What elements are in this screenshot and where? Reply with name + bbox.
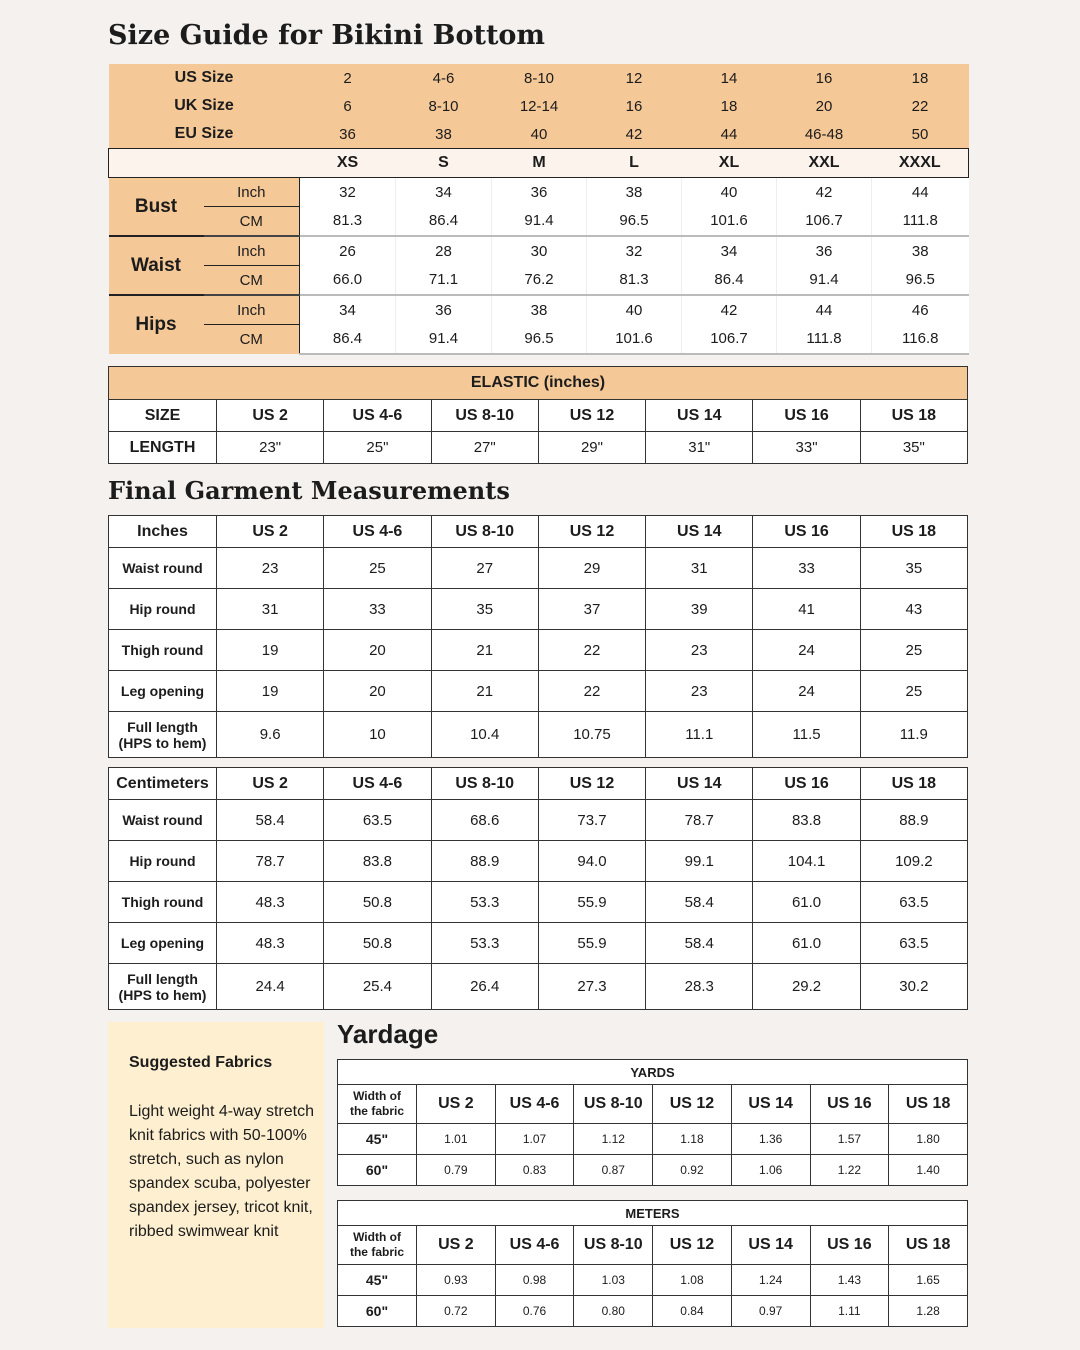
size-header: US 12	[538, 768, 645, 800]
table-row	[109, 964, 968, 1010]
cell: 88.9	[431, 841, 538, 882]
cell: 42	[682, 295, 777, 325]
width-label-line2: the fabric	[349, 1104, 404, 1118]
size-header: US 2	[417, 1226, 496, 1265]
cell: 86.4	[682, 266, 777, 296]
cell: 94.0	[538, 841, 645, 882]
yardage-heading: Yardage	[337, 1019, 439, 1049]
table-row	[338, 1124, 968, 1155]
meters-caption: METERS	[338, 1201, 968, 1226]
cell: 83.8	[324, 841, 431, 882]
cell: 26.4	[431, 964, 538, 1010]
size-header: US 18	[860, 516, 967, 548]
letter-size: S	[396, 149, 492, 178]
letter-size: XL	[682, 149, 777, 178]
size-header: US 8-10	[431, 768, 538, 800]
cell: 1.11	[810, 1296, 889, 1327]
cell: 40	[682, 178, 777, 207]
cell: 86.4	[300, 325, 396, 354]
cell: 66.0	[300, 266, 396, 296]
unit-label: CM	[204, 266, 300, 296]
suggested-fabrics-box	[108, 1022, 324, 1328]
cell: 28.3	[646, 964, 753, 1010]
table-row	[338, 1296, 968, 1327]
size-header: US 8-10	[431, 400, 538, 432]
cell: 0.97	[731, 1296, 810, 1327]
eu-size-row	[109, 120, 969, 149]
cell: 81.3	[587, 266, 682, 296]
cell: 96.5	[587, 207, 682, 237]
cell: 43	[860, 589, 967, 630]
cell: 1.80	[889, 1124, 968, 1155]
row-label: US Size	[109, 64, 300, 92]
size-header: US 14	[731, 1085, 810, 1124]
cell: 19	[217, 630, 324, 671]
cell: 34	[396, 178, 492, 207]
elastic-length-row	[109, 432, 968, 464]
cell: 11.1	[646, 712, 753, 758]
size-header: US 18	[889, 1085, 968, 1124]
row-label: 60"	[338, 1296, 417, 1327]
cell: 28	[396, 236, 492, 266]
row-label: Leg opening	[109, 671, 217, 712]
cell: 23	[646, 671, 753, 712]
cell: 12	[587, 64, 682, 92]
cell: 48.3	[217, 923, 324, 964]
cell: 78.7	[646, 800, 753, 841]
cell: 26	[300, 236, 396, 266]
letter-size-row	[109, 149, 969, 178]
size-header: US 8-10	[431, 516, 538, 548]
cell: 20	[324, 630, 431, 671]
cell: 34	[300, 295, 396, 325]
cell: 24	[753, 671, 860, 712]
cell: 58.4	[217, 800, 324, 841]
size-header: US 8-10	[574, 1085, 653, 1124]
letter-size-blank	[109, 149, 300, 178]
cell: 33	[324, 589, 431, 630]
size-header: US 4-6	[324, 516, 431, 548]
row-label	[109, 712, 217, 758]
letter-size: XXXL	[872, 149, 969, 178]
cell: 36	[777, 236, 872, 266]
waist-inch-row	[109, 236, 969, 266]
cell: 36	[396, 295, 492, 325]
table-row	[109, 671, 968, 712]
row-label-line2: (HPS to hem)	[118, 986, 207, 1003]
cell: 63.5	[324, 800, 431, 841]
cell: 111.8	[872, 207, 969, 237]
cell: 86.4	[396, 207, 492, 237]
cell: 11.5	[753, 712, 860, 758]
cell: 36	[300, 120, 396, 149]
row-label: 45"	[338, 1124, 417, 1155]
bust-inch-row	[109, 178, 969, 207]
size-header: US 16	[810, 1226, 889, 1265]
size-header: US 16	[810, 1085, 889, 1124]
size-header: US 4-6	[495, 1085, 574, 1124]
cell: 58.4	[646, 923, 753, 964]
cell: 32	[587, 236, 682, 266]
cell: 37	[538, 589, 645, 630]
cell: 1.18	[653, 1124, 732, 1155]
cell: 23	[646, 630, 753, 671]
cell: 9.6	[217, 712, 324, 758]
unit-label: CM	[204, 325, 300, 354]
cell: 29	[538, 548, 645, 589]
cell: 24.4	[217, 964, 324, 1010]
header-row	[109, 768, 968, 800]
cell: 46-48	[777, 120, 872, 149]
row-label: 60"	[338, 1155, 417, 1186]
bust-label: Bust	[109, 178, 204, 237]
cell: 91.4	[396, 325, 492, 354]
cell: 91.4	[777, 266, 872, 296]
size-header: US 14	[646, 768, 753, 800]
table-row	[109, 882, 968, 923]
cell: 1.07	[495, 1124, 574, 1155]
cell: 0.87	[574, 1155, 653, 1186]
cell: 19	[217, 671, 324, 712]
cell: 83.8	[753, 800, 860, 841]
cell: 27	[431, 548, 538, 589]
row-label-line2: (HPS to hem)	[118, 734, 207, 751]
cell: 78.7	[217, 841, 324, 882]
table-row	[109, 841, 968, 882]
cell: 44	[682, 120, 777, 149]
cell: 48.3	[217, 882, 324, 923]
size-header: US 4-6	[324, 768, 431, 800]
hips-inch-row	[109, 295, 969, 325]
cell: 18	[872, 64, 969, 92]
cell: 30	[492, 236, 587, 266]
cell: 53.3	[431, 923, 538, 964]
cell: 88.9	[860, 800, 967, 841]
cell: 1.28	[889, 1296, 968, 1327]
size-guide-table	[108, 64, 969, 355]
cell: 38	[396, 120, 492, 149]
size-header: US 2	[417, 1085, 496, 1124]
cell: 0.83	[495, 1155, 574, 1186]
table-row	[109, 800, 968, 841]
size-header: US 16	[753, 400, 860, 432]
cell: 31	[646, 548, 753, 589]
cell: 1.24	[731, 1265, 810, 1296]
cell: 40	[587, 295, 682, 325]
size-header: US 12	[653, 1085, 732, 1124]
width-label	[338, 1226, 417, 1265]
cell: 32	[300, 178, 396, 207]
letter-size: L	[587, 149, 682, 178]
size-header: US 12	[538, 400, 645, 432]
cell: 29"	[538, 432, 645, 464]
cell: 44	[777, 295, 872, 325]
suggested-fabrics-text: Light weight 4-way stretch knit fabrics with 50-100% stretch, such as nylon spandex scuba, polyester spandex jersey, tricot knit, ribbed swimwear knit	[129, 1103, 314, 1240]
cell: 109.2	[860, 841, 967, 882]
cell: 39	[646, 589, 753, 630]
cell: 1.57	[810, 1124, 889, 1155]
cell: 73.7	[538, 800, 645, 841]
width-label-line2: the fabric	[349, 1245, 404, 1259]
cell: 1.01	[417, 1124, 496, 1155]
cell: 106.7	[682, 325, 777, 354]
width-label-line1: Width of	[353, 1089, 401, 1103]
cell: 21	[431, 671, 538, 712]
cell: 1.36	[731, 1124, 810, 1155]
cell: 61.0	[753, 882, 860, 923]
row-label: Waist round	[109, 548, 217, 589]
cell: 68.6	[431, 800, 538, 841]
cell: 53.3	[431, 882, 538, 923]
cell: 101.6	[682, 207, 777, 237]
cell: 22	[538, 671, 645, 712]
cell: 55.9	[538, 923, 645, 964]
cell: 55.9	[538, 882, 645, 923]
cell: 1.22	[810, 1155, 889, 1186]
row-label: EU Size	[109, 120, 300, 149]
cell: 20	[324, 671, 431, 712]
cell: 35	[860, 548, 967, 589]
cell: 10	[324, 712, 431, 758]
row-label: Thigh round	[109, 630, 217, 671]
cell: 2	[300, 64, 396, 92]
meters-table	[337, 1200, 968, 1327]
cell: 0.72	[417, 1296, 496, 1327]
size-label: SIZE	[109, 400, 217, 432]
size-header: US 18	[860, 768, 967, 800]
cell: 20	[777, 92, 872, 120]
cell: 0.79	[417, 1155, 496, 1186]
cell: 0.93	[417, 1265, 496, 1296]
cell: 63.5	[860, 882, 967, 923]
unit-label: Centimeters	[109, 768, 217, 800]
cell: 1.12	[574, 1124, 653, 1155]
row-label: Leg opening	[109, 923, 217, 964]
cell: 1.65	[889, 1265, 968, 1296]
size-header: US 2	[217, 768, 324, 800]
row-label: 45"	[338, 1265, 417, 1296]
cell: 27"	[431, 432, 538, 464]
cell: 8-10	[492, 64, 587, 92]
cell: 8-10	[396, 92, 492, 120]
cell: 116.8	[872, 325, 969, 354]
cell: 24	[753, 630, 860, 671]
elastic-size-row	[109, 400, 968, 432]
bust-cm-row	[109, 207, 969, 237]
row-label: Waist round	[109, 800, 217, 841]
final-measurements-heading: Final Garment Measurements	[108, 476, 510, 505]
unit-label: Inch	[204, 236, 300, 266]
cell: 0.98	[495, 1265, 574, 1296]
size-header: US 4-6	[495, 1226, 574, 1265]
cell: 22	[538, 630, 645, 671]
cell: 31"	[646, 432, 753, 464]
cell: 16	[777, 64, 872, 92]
cell: 35	[431, 589, 538, 630]
cell: 31	[217, 589, 324, 630]
header-row	[338, 1226, 968, 1265]
cell: 27.3	[538, 964, 645, 1010]
cell: 10.75	[538, 712, 645, 758]
size-header: US 14	[646, 400, 753, 432]
cell: 106.7	[777, 207, 872, 237]
table-row	[109, 923, 968, 964]
cell: 38	[872, 236, 969, 266]
table-row	[338, 1265, 968, 1296]
size-header: US 18	[889, 1226, 968, 1265]
cell: 99.1	[646, 841, 753, 882]
table-row	[338, 1155, 968, 1186]
cell: 29.2	[753, 964, 860, 1010]
size-header: US 18	[860, 400, 967, 432]
cell: 33"	[753, 432, 860, 464]
size-header: US 2	[217, 400, 324, 432]
cell: 35"	[860, 432, 967, 464]
unit-label: Inch	[204, 178, 300, 207]
cell: 23	[217, 548, 324, 589]
cell: 21	[431, 630, 538, 671]
final-inches-table	[108, 515, 968, 758]
row-label: UK Size	[109, 92, 300, 120]
unit-label: CM	[204, 207, 300, 237]
size-header: US 8-10	[574, 1226, 653, 1265]
cell: 25	[860, 671, 967, 712]
waist-cm-row	[109, 266, 969, 296]
cell: 46	[872, 295, 969, 325]
cell: 25.4	[324, 964, 431, 1010]
yards-table	[337, 1059, 968, 1186]
cell: 63.5	[860, 923, 967, 964]
row-label: Hip round	[109, 841, 217, 882]
cell: 1.08	[653, 1265, 732, 1296]
cell: 76.2	[492, 266, 587, 296]
table-row	[109, 712, 968, 758]
letter-size: XXL	[777, 149, 872, 178]
cell: 96.5	[872, 266, 969, 296]
unit-label: Inches	[109, 516, 217, 548]
header-row	[338, 1085, 968, 1124]
cell: 111.8	[777, 325, 872, 354]
size-header: US 14	[731, 1226, 810, 1265]
unit-label: Inch	[204, 295, 300, 325]
cell: 44	[872, 178, 969, 207]
cell: 22	[872, 92, 969, 120]
cell: 1.06	[731, 1155, 810, 1186]
cell: 42	[587, 120, 682, 149]
width-label	[338, 1085, 417, 1124]
cell: 0.76	[495, 1296, 574, 1327]
final-centimeters-table	[108, 767, 968, 1010]
cell: 0.92	[653, 1155, 732, 1186]
cell: 25"	[324, 432, 431, 464]
cell: 40	[492, 120, 587, 149]
size-header: US 4-6	[324, 400, 431, 432]
uk-size-row	[109, 92, 969, 120]
header-row	[109, 516, 968, 548]
table-row	[109, 548, 968, 589]
suggested-fabrics-heading: Suggested Fabrics	[129, 1054, 273, 1071]
cell: 34	[682, 236, 777, 266]
cell: 38	[587, 178, 682, 207]
cell: 50	[872, 120, 969, 149]
cell: 11.9	[860, 712, 967, 758]
cell: 25	[324, 548, 431, 589]
row-label	[109, 964, 217, 1010]
cell: 96.5	[492, 325, 587, 354]
cell: 58.4	[646, 882, 753, 923]
hips-label: Hips	[109, 295, 204, 354]
row-label-line1: Full length	[127, 718, 198, 735]
cell: 30.2	[860, 964, 967, 1010]
cell: 12-14	[492, 92, 587, 120]
hips-cm-row	[109, 325, 969, 354]
cell: 104.1	[753, 841, 860, 882]
size-header: US 12	[538, 516, 645, 548]
elastic-caption: ELASTIC (inches)	[109, 367, 968, 400]
size-header: US 16	[753, 768, 860, 800]
length-label: LENGTH	[109, 432, 217, 464]
cell: 1.03	[574, 1265, 653, 1296]
cell: 71.1	[396, 266, 492, 296]
cell: 14	[682, 64, 777, 92]
us-size-row	[109, 64, 969, 92]
cell: 101.6	[587, 325, 682, 354]
cell: 10.4	[431, 712, 538, 758]
cell: 41	[753, 589, 860, 630]
row-label: Hip round	[109, 589, 217, 630]
elastic-table	[108, 366, 968, 464]
cell: 4-6	[396, 64, 492, 92]
table-row	[109, 630, 968, 671]
row-label-line1: Full length	[127, 970, 198, 987]
cell: 50.8	[324, 882, 431, 923]
cell: 42	[777, 178, 872, 207]
cell: 16	[587, 92, 682, 120]
waist-label: Waist	[109, 236, 204, 295]
letter-size: XS	[300, 149, 396, 178]
cell: 6	[300, 92, 396, 120]
size-header: US 12	[653, 1226, 732, 1265]
cell: 50.8	[324, 923, 431, 964]
page-title: Size Guide for Bikini Bottom	[108, 20, 545, 51]
cell: 38	[492, 295, 587, 325]
size-header: US 16	[753, 516, 860, 548]
cell: 23"	[217, 432, 324, 464]
size-header: US 2	[217, 516, 324, 548]
cell: 33	[753, 548, 860, 589]
cell: 61.0	[753, 923, 860, 964]
yards-caption: YARDS	[338, 1060, 968, 1085]
cell: 1.40	[889, 1155, 968, 1186]
cell: 25	[860, 630, 967, 671]
cell: 0.80	[574, 1296, 653, 1327]
cell: 81.3	[300, 207, 396, 237]
width-label-line1: Width of	[353, 1230, 401, 1244]
row-label: Thigh round	[109, 882, 217, 923]
size-header: US 14	[646, 516, 753, 548]
cell: 18	[682, 92, 777, 120]
cell: 36	[492, 178, 587, 207]
table-row	[109, 589, 968, 630]
cell: 0.84	[653, 1296, 732, 1327]
cell: 91.4	[492, 207, 587, 237]
letter-size: M	[492, 149, 587, 178]
cell: 1.43	[810, 1265, 889, 1296]
